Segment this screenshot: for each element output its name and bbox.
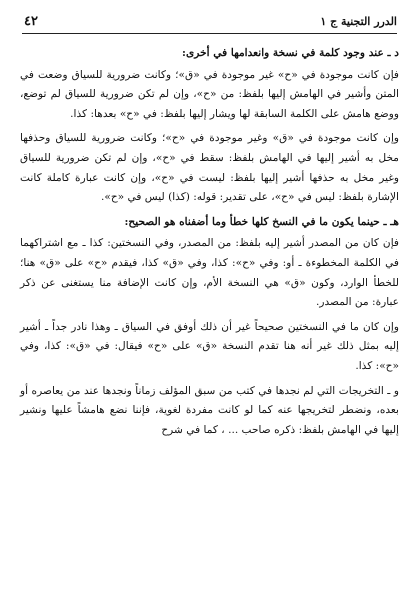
page-number: ٤٢	[24, 13, 38, 29]
running-title: الدرر التجنية ج ١	[320, 14, 397, 28]
paragraph: فإن كانت موجودة في «ح» غير موجودة في «ق»؛ وكانت ضرورية للسياق وضعت في المتن وأشير في الهامش إليها بلفظ: من «ح»، وإن لم تكن ضرورية للسياق لم توضع، ووضع هامش على الكلمة السابقة لها ويشار إليها بلفظ: في «ح» بعدها: كذا.	[20, 68, 399, 120]
paragraph: و ـ التخريجات التي لم نجدها في كتب من سبق المؤلف زماناً ونجدها عند من يعاصره أو بعده، ونضطر لتخريجها عنه كما لو كانت مفردة لغوية، فإننا نضع هامشاً عليها ونشير إليها في الهامش بلفظ: ذكره صاحب ... ، كما في شرح	[20, 384, 399, 436]
paragraph: وإن كانت موجودة في «ق» وغير موجودة في «ح»؛ وكانت ضرورية للسياق وحذفها مخل به أشير إليها في الهامش بلفظ: سقط في «ح»، وإن لم تكن ضرورية للسياق وغير مخل به حذفها أشير إليها بلفظ: ليست في «ح»، وإن كانت عبارة كاملة كانت الإشارة بلفظ: ليس في «ح»، على تقدير: قوله: (كذا) ليس في «ح».	[20, 132, 399, 204]
header-rule	[22, 33, 397, 34]
section-heading-d: د ـ عند وجود كلمة في نسخة وانعدامها في أخرى:	[182, 47, 399, 59]
page-header	[24, 10, 397, 32]
section-heading-h: هـ ـ حينما يكون ما في النسخ كلها خطأ وما أضفناه هو الصحيح:	[124, 215, 399, 228]
body-text	[20, 44, 399, 589]
paragraph: وإن كان ما في النسختين صحيحاً غير أن ذلك أوفق في السياق ـ وهذا نادر جداً ـ أشير إليه بمثل ذلك غير أنه هنا تقدم النسخة «ق» على «ح» فيقال: في «ق»: كذا، وفي «ح»: كذا.	[20, 320, 399, 372]
paragraph: فإن كان من المصدر أشير إليه بلفظ: من المصدر، وفي النسختين: كذا ـ مع اشتراكهما في الكلمة المخطوءة ـ أو: وفي «ح»: كذا، وفي «ق» كذا، فيقدم «ح» على «ق» هنا؛ للخطأ الوارد، وكون «ق» هي النسخة الأم، وإن كانت الإضافة منا يستغنى عن ذكر عبارة: من المصدر.	[20, 237, 399, 309]
